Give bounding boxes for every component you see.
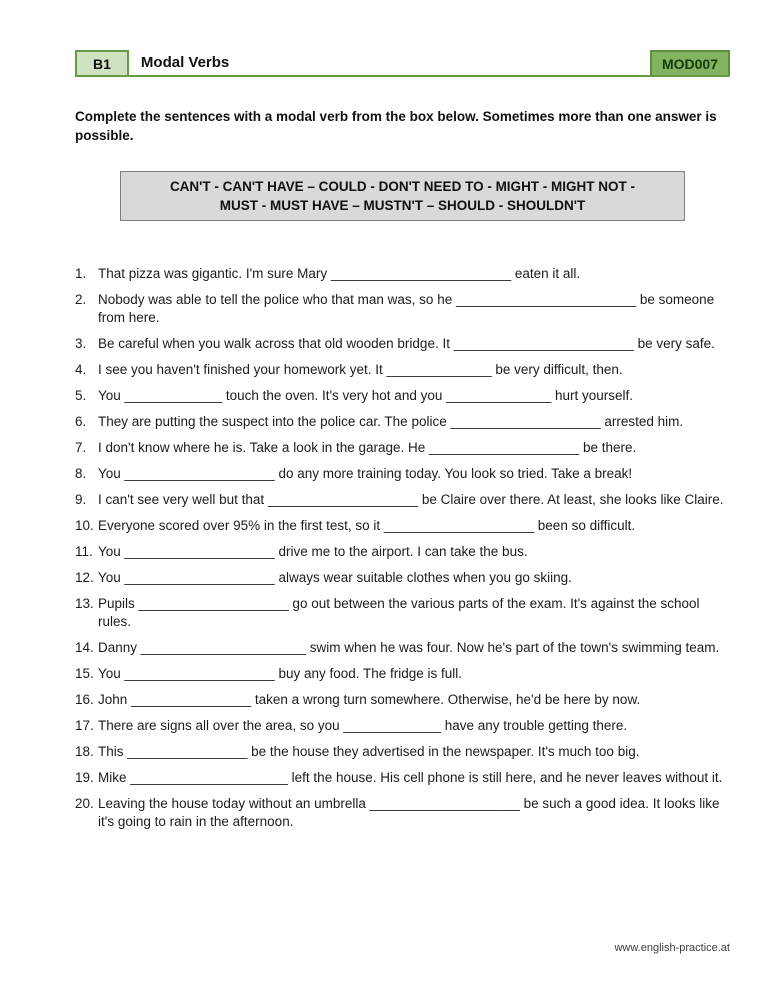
question-number: 10. [75,518,94,533]
question-text: I can't see very well but that ____________________ be Claire over there. At least, she looks like Claire. [98,492,724,507]
question-item [75,795,730,831]
question-number: 14. [75,640,94,655]
worksheet-header [75,50,730,77]
question-number: 4. [75,362,87,377]
question-text: John ________________ taken a wrong turn somewhere. Otherwise, he'd be here by now. [98,692,641,707]
question-item [75,265,730,283]
question-text: You _____________ touch the oven. It's very hot and you ______________ hurt yourself. [98,388,633,403]
question-text: I don't know where he is. Take a look in the garage. He ____________________ be there. [98,440,637,455]
question-number: 11. [75,544,93,559]
question-item [75,361,730,379]
question-number: 16. [75,692,94,707]
question-text: Danny ______________________ swim when he was four. Now he's part of the town's swimming team. [98,640,720,655]
question-item [75,387,730,405]
question-item [75,691,730,709]
question-number: 15. [75,666,94,681]
question-item [75,743,730,761]
question-text: Be careful when you walk across that old wooden bridge. It ________________________ be very safe. [98,336,715,351]
worksheet-code-badge: MOD007 [650,50,730,75]
question-text: You ____________________ drive me to the airport. I can take the bus. [98,544,528,559]
question-item [75,639,730,657]
question-item [75,517,730,535]
question-item [75,665,730,683]
question-number: 12. [75,570,94,585]
level-badge: B1 [75,50,129,75]
question-list [75,265,730,831]
question-item [75,439,730,457]
question-item [75,465,730,483]
question-item [75,413,730,431]
question-number: 7. [75,440,87,455]
question-text: You ____________________ do any more training today. You look so tried. Take a break! [98,466,633,481]
question-text: Leaving the house today without an umbrella ____________________ be such a good idea. It looks like it's going to rain in the afternoon. [98,796,720,829]
question-text: Pupils ____________________ go out between the various parts of the exam. It's against the school rules. [98,596,700,629]
question-text: They are putting the suspect into the police car. The police ____________________ arrested him. [98,414,684,429]
question-number: 17. [75,718,94,733]
question-number: 1. [75,266,87,281]
question-text: Nobody was able to tell the police who that man was, so he ________________________ be someone from here. [98,292,715,325]
question-item [75,769,730,787]
instructions-text: Complete the sentences with a modal verb from the box below. Sometimes more than one answer is possible. [75,109,717,143]
word-box-line-1: CAN'T - CAN'T HAVE – COULD - DON'T NEED TO - MIGHT - MIGHT NOT - [169,179,636,194]
question-item [75,717,730,735]
question-item [75,335,730,353]
question-item [75,569,730,587]
question-text: There are signs all over the area, so you _____________ have any trouble getting there. [98,718,628,733]
question-text: That pizza was gigantic. I'm sure Mary ________________________ eaten it all. [98,266,581,281]
question-number: 5. [75,388,87,403]
question-item [75,543,730,561]
question-text: You ____________________ buy any food. The fridge is full. [98,666,463,681]
question-number: 6. [75,414,87,429]
question-number: 20. [75,796,94,811]
question-text: Mike _____________________ left the house. His cell phone is still here, and he never leaves without it. [98,770,723,785]
word-box-line-2: MUST - MUST HAVE – MUSTN'T – SHOULD - SHOULDN'T [219,198,586,213]
question-text: You ____________________ always wear suitable clothes when you go skiing. [98,570,572,585]
page-title: Modal Verbs [140,54,230,71]
question-number: 3. [75,336,87,351]
question-item [75,595,730,631]
modal-verb-word-box [120,171,685,221]
question-text: Everyone scored over 95% in the first test, so it ____________________ been so difficult. [98,518,636,533]
question-text: This ________________ be the house they advertised in the newspaper. It's much too big. [98,744,640,759]
question-number: 9. [75,492,87,507]
question-text: I see you haven't finished your homework yet. It ______________ be very difficult, then. [98,362,623,377]
question-number: 13. [75,596,94,611]
question-number: 19. [75,770,94,785]
question-item [75,291,730,327]
question-number: 8. [75,466,87,481]
question-number: 2. [75,292,87,307]
question-item [75,491,730,509]
website-footer: www.english-practice.at [614,942,730,954]
question-number: 18. [75,744,94,759]
